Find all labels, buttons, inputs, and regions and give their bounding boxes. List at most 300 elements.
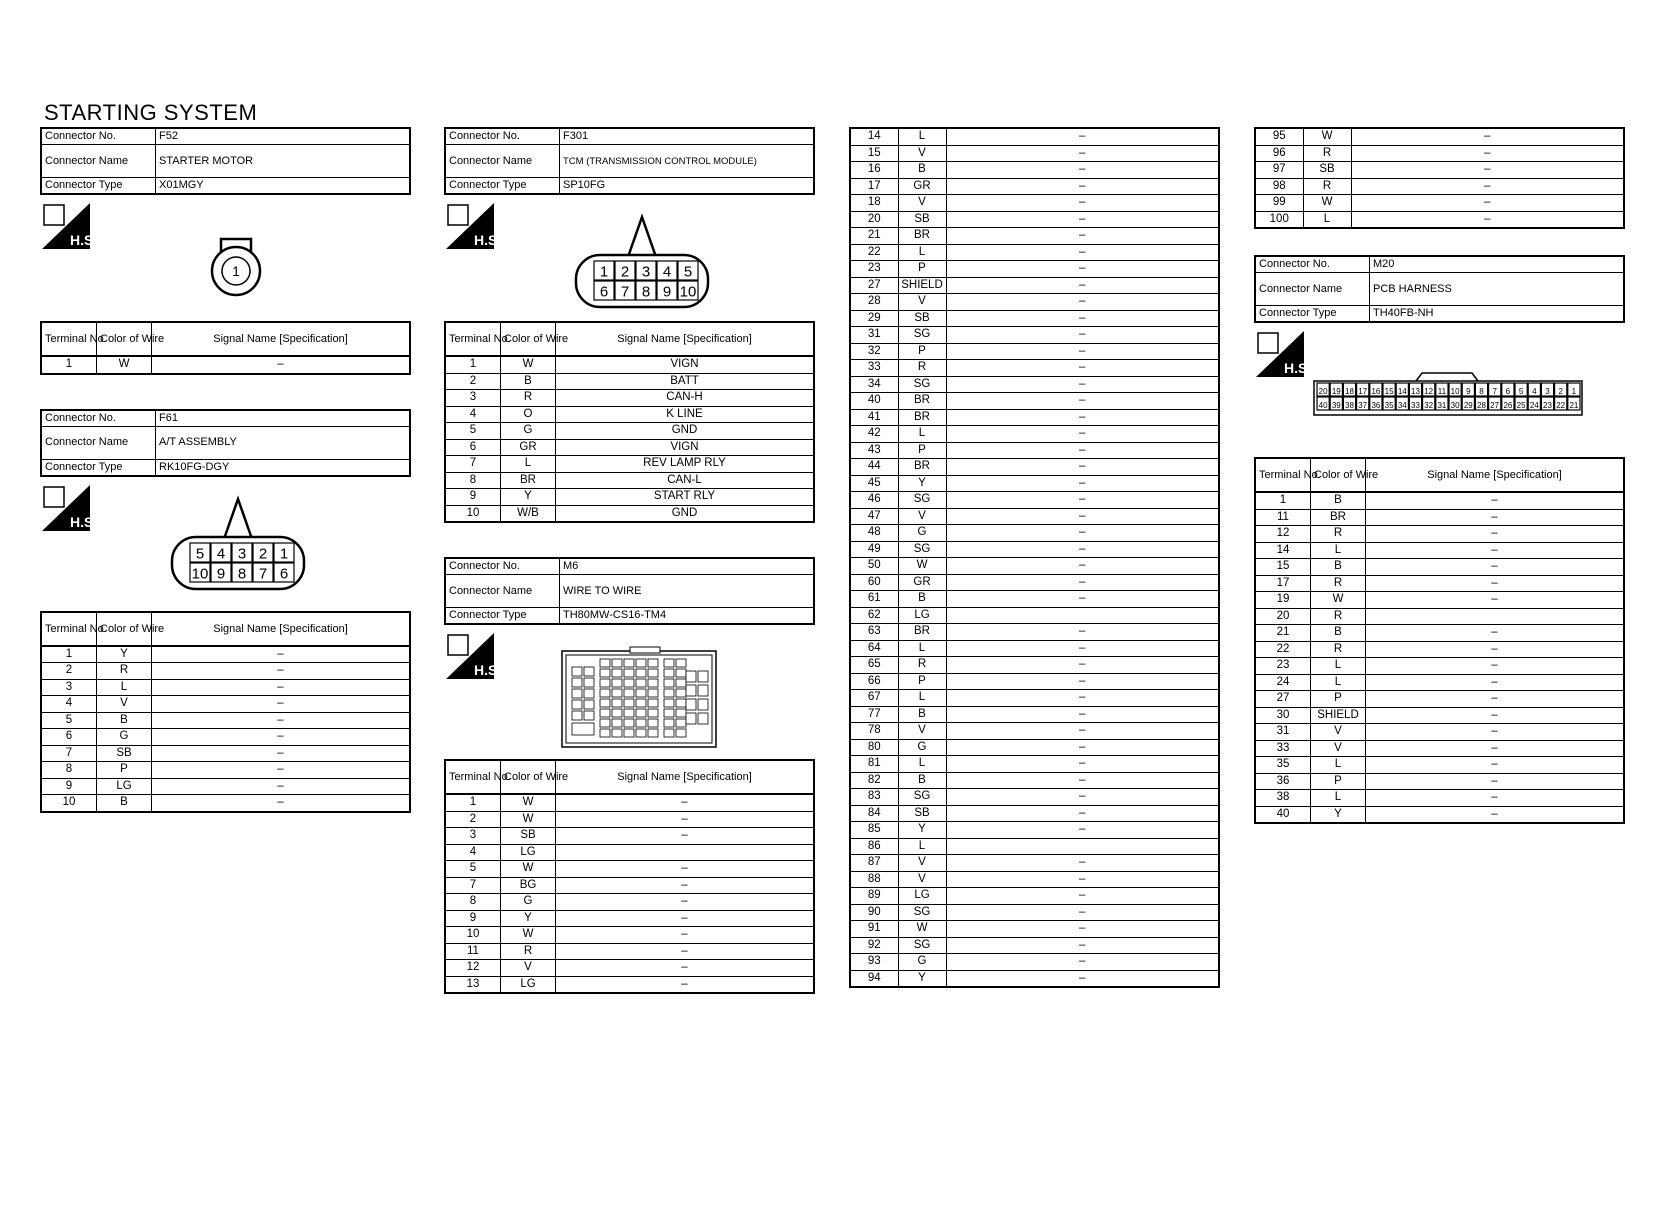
signal-name: – — [152, 679, 411, 696]
wire-color: L — [1311, 674, 1366, 691]
connector-no-value: F52 — [156, 128, 411, 145]
table-row — [41, 696, 410, 713]
label-connector-name: Connector Name — [445, 575, 560, 608]
m6-pin-cell — [612, 699, 622, 707]
connector-diagram-m6 — [444, 631, 815, 759]
pin-label: 16 — [1371, 386, 1381, 396]
table-row — [1255, 575, 1624, 592]
table-row — [850, 838, 1219, 855]
m6-pin-cell — [600, 719, 610, 727]
terminal-no: 20 — [850, 211, 898, 228]
m6-pin-cell — [636, 709, 646, 717]
terminal-no: 3 — [445, 828, 501, 845]
wire-color: SB — [97, 745, 152, 762]
table-row — [1255, 691, 1624, 708]
table-row — [1255, 641, 1624, 658]
terminal-no: 17 — [850, 178, 898, 195]
m6-pin-cell — [600, 699, 610, 707]
pin-label: 5 — [683, 263, 693, 281]
terminal-no: 47 — [850, 508, 898, 525]
m6-pin-cell — [636, 689, 646, 697]
m6-pin-cell — [664, 699, 674, 707]
header-color-of-wire: Color of Wire — [97, 322, 152, 356]
wire-color: W — [501, 794, 556, 811]
signal-name: – — [946, 640, 1219, 657]
m20-connector-shape — [1312, 369, 1584, 421]
wire-color: LG — [898, 607, 946, 624]
label-connector-no: Connector No. — [445, 128, 560, 145]
signal-name: – — [946, 574, 1219, 591]
signal-name: – — [1366, 757, 1625, 774]
terminal-no: 7 — [445, 877, 501, 894]
table-row — [1255, 162, 1624, 179]
table-row — [1255, 195, 1624, 212]
table-row — [1255, 128, 1624, 145]
signal-name: – — [1366, 641, 1625, 658]
m6-pin-cell — [572, 723, 594, 735]
table-row — [850, 360, 1219, 377]
m6-pin-cell — [624, 729, 634, 737]
signal-name: VIGN — [556, 356, 815, 373]
signal-name: – — [152, 778, 411, 795]
signal-name: – — [152, 729, 411, 746]
m6-pin-cell — [584, 678, 594, 687]
table-row — [1255, 592, 1624, 609]
terminal-no: 27 — [1255, 691, 1311, 708]
terminal-no: 91 — [850, 921, 898, 938]
table-row — [850, 492, 1219, 509]
terminal-no: 3 — [445, 390, 501, 407]
pin-label: 33 — [1411, 400, 1420, 410]
header-signal-name: Signal Name [Specification] — [556, 760, 815, 794]
table-row — [850, 195, 1219, 212]
signal-name: – — [556, 943, 815, 960]
header-color-of-wire: Color of Wire — [97, 612, 152, 646]
table-row — [850, 310, 1219, 327]
pin-label: 27 — [1490, 400, 1500, 410]
signal-name: – — [946, 228, 1219, 245]
terminal-no: 48 — [850, 525, 898, 542]
terminal-no: 46 — [850, 492, 898, 509]
m6-pin-cell — [624, 709, 634, 717]
label-connector-type: Connector Type — [445, 608, 560, 625]
signal-name: – — [556, 976, 815, 993]
signal-name: – — [1366, 592, 1625, 609]
terminal-no: 15 — [850, 145, 898, 162]
table-row — [850, 690, 1219, 707]
terminal-no: 4 — [41, 696, 97, 713]
terminal-no: 15 — [1255, 559, 1311, 576]
wire-color: SHIELD — [898, 277, 946, 294]
m6-pin-cell — [572, 700, 582, 709]
terminal-table-m6 — [444, 759, 815, 994]
pin-label: 7 — [258, 565, 268, 583]
m6-pin-cell — [612, 669, 622, 677]
signal-name: – — [946, 739, 1219, 756]
connector-info-f52 — [40, 127, 411, 195]
m6-pin-cell — [676, 699, 686, 707]
harness-side-icon — [444, 201, 502, 251]
connector-name-value: WIRE TO WIRE — [560, 575, 815, 608]
terminal-no: 3 — [41, 679, 97, 696]
signal-name: – — [946, 888, 1219, 905]
m6-pin-cell — [686, 671, 696, 682]
terminal-no: 28 — [850, 294, 898, 311]
m6-pin-cell — [612, 719, 622, 727]
pin-label: 19 — [1331, 386, 1341, 396]
signal-name: – — [1366, 658, 1625, 675]
label-connector-name: Connector Name — [41, 145, 156, 178]
terminal-no: 90 — [850, 904, 898, 921]
table-row — [850, 277, 1219, 294]
pin-label: 6 — [1505, 386, 1511, 396]
wire-color: L — [1311, 658, 1366, 675]
signal-name: – — [946, 409, 1219, 426]
signal-name: – — [946, 277, 1219, 294]
terminal-no: 30 — [1255, 707, 1311, 724]
wire-color: SG — [898, 789, 946, 806]
wire-color: W — [1303, 128, 1351, 145]
signal-name: – — [946, 657, 1219, 674]
terminal-no: 77 — [850, 706, 898, 723]
terminal-no: 8 — [41, 762, 97, 779]
pin-label: 23 — [1543, 400, 1552, 410]
table-row — [41, 762, 410, 779]
signal-name: – — [152, 712, 411, 729]
wire-color: L — [1311, 790, 1366, 807]
signal-name: – — [946, 624, 1219, 641]
m6-pin-cell — [664, 669, 674, 677]
m6-pin-cell — [636, 699, 646, 707]
terminal-no: 42 — [850, 426, 898, 443]
connector-type-value: RK10FG-DGY — [156, 459, 411, 476]
wire-color: W — [501, 811, 556, 828]
wire-color: SB — [898, 310, 946, 327]
wire-color: G — [501, 894, 556, 911]
terminal-no: 86 — [850, 838, 898, 855]
harness-side-icon — [1254, 329, 1312, 379]
terminal-no: 10 — [445, 927, 501, 944]
wire-color: V — [898, 723, 946, 740]
wire-color: P — [97, 762, 152, 779]
m6-pin-cell — [676, 669, 686, 677]
table-row — [850, 475, 1219, 492]
terminal-no: 33 — [850, 360, 898, 377]
pin-label: 8 — [237, 565, 247, 583]
pin-label: 20 — [1318, 386, 1328, 396]
terminal-no: 9 — [445, 489, 501, 506]
terminal-table-m20 — [1254, 457, 1625, 824]
header-signal-name: Signal Name [Specification] — [152, 612, 411, 646]
terminal-no: 20 — [1255, 608, 1311, 625]
pin-label: 5 — [195, 545, 205, 563]
signal-name: – — [556, 894, 815, 911]
wire-color: Y — [1311, 806, 1366, 823]
m6-pin-cell — [698, 671, 708, 682]
signal-name: – — [946, 459, 1219, 476]
pin-label: 34 — [1397, 400, 1407, 410]
signal-name: – — [946, 706, 1219, 723]
terminal-no: 8 — [445, 472, 501, 489]
header-color-of-wire: Color of Wire — [501, 760, 556, 794]
table-row — [445, 877, 814, 894]
terminal-no: 2 — [445, 373, 501, 390]
wire-color: L — [898, 690, 946, 707]
wire-color: P — [1311, 773, 1366, 790]
terminal-no: 93 — [850, 954, 898, 971]
m6-connector-shape — [560, 645, 718, 751]
wire-color: SB — [898, 211, 946, 228]
table-row — [1255, 145, 1624, 162]
wire-color: Y — [501, 489, 556, 506]
wire-color: V — [1311, 740, 1366, 757]
m6-pin-cell — [698, 713, 708, 724]
label-connector-type: Connector Type — [41, 459, 156, 476]
pin-label: 4 — [662, 263, 672, 281]
terminal-no: 99 — [1255, 195, 1303, 212]
signal-name: – — [1366, 806, 1625, 823]
wire-color: LG — [501, 976, 556, 993]
wire-color: R — [1311, 608, 1366, 625]
m6-pin-cell — [624, 699, 634, 707]
wire-color: Y — [898, 475, 946, 492]
m6-pin-cell — [664, 719, 674, 727]
signal-name: – — [946, 690, 1219, 707]
pin-label: 2 — [1558, 386, 1563, 396]
wire-color: LG — [97, 778, 152, 795]
svg-text:H.S.: H.S. — [474, 662, 502, 678]
table-row — [850, 128, 1219, 145]
wire-color: L — [898, 128, 946, 145]
signal-name: START RLY — [556, 489, 815, 506]
table-row — [445, 373, 814, 390]
table-row — [850, 921, 1219, 938]
terminal-no: 21 — [1255, 625, 1311, 642]
terminal-no: 87 — [850, 855, 898, 872]
terminal-no: 12 — [445, 960, 501, 977]
terminal-no: 98 — [1255, 178, 1303, 195]
terminal-no: 19 — [1255, 592, 1311, 609]
signal-name: – — [152, 696, 411, 713]
pin-label: 3 — [1545, 386, 1550, 396]
m6-pin-cell — [648, 719, 658, 727]
signal-name: REV LAMP RLY — [556, 456, 815, 473]
table-row — [1255, 509, 1624, 526]
table-row — [41, 646, 410, 663]
table-row — [445, 406, 814, 423]
connector-diagram-m20 — [1254, 329, 1625, 457]
table-row — [445, 976, 814, 993]
wire-color: W — [97, 356, 152, 374]
terminal-no: 44 — [850, 459, 898, 476]
wire-color: SG — [898, 904, 946, 921]
wire-color: SG — [898, 492, 946, 509]
pin-label: 17 — [1358, 386, 1368, 396]
m6-pin-cell — [600, 689, 610, 697]
m6-pin-cell — [664, 729, 674, 737]
signal-name: – — [1366, 674, 1625, 691]
wire-color: BR — [1311, 509, 1366, 526]
m6-pin-cell — [664, 709, 674, 717]
connector-no-value: M6 — [560, 558, 815, 575]
table-row — [445, 960, 814, 977]
connector-type-value: TH80MW-CS16-TM4 — [560, 608, 815, 625]
table-row — [1255, 542, 1624, 559]
table-row — [445, 927, 814, 944]
m6-pin-cell — [612, 689, 622, 697]
label-connector-no: Connector No. — [445, 558, 560, 575]
wire-color: Y — [898, 970, 946, 987]
terminal-no: 49 — [850, 541, 898, 558]
m6-pin-cell — [636, 659, 646, 667]
m6-pin-cell — [584, 711, 594, 720]
wire-color: Y — [501, 910, 556, 927]
pin-label: 39 — [1331, 400, 1341, 410]
table-row — [850, 426, 1219, 443]
table-row — [850, 574, 1219, 591]
signal-name — [946, 838, 1219, 855]
signal-name: – — [152, 795, 411, 812]
signal-name: – — [152, 745, 411, 762]
signal-name: – — [1366, 542, 1625, 559]
wire-color: L — [97, 679, 152, 696]
table-row — [850, 904, 1219, 921]
wire-color: Y — [97, 646, 152, 663]
terminal-table-f301 — [444, 321, 815, 523]
pin-label: 36 — [1371, 400, 1381, 410]
terminal-no: 7 — [41, 745, 97, 762]
wire-color: B — [97, 795, 152, 812]
wire-color: Y — [898, 822, 946, 839]
terminal-no: 2 — [41, 663, 97, 680]
m6-pin-cell — [624, 669, 634, 677]
terminal-no: 81 — [850, 756, 898, 773]
signal-name: – — [946, 426, 1219, 443]
signal-name: – — [152, 646, 411, 663]
signal-name: – — [556, 910, 815, 927]
table-row — [445, 505, 814, 522]
table-row — [1255, 559, 1624, 576]
signal-name: – — [946, 327, 1219, 344]
terminal-no: 29 — [850, 310, 898, 327]
signal-name: – — [946, 128, 1219, 145]
column-3 — [849, 127, 1220, 988]
table-row — [850, 739, 1219, 756]
terminal-no: 97 — [1255, 162, 1303, 179]
pin-label: 3 — [237, 545, 247, 563]
pin-label: 8 — [1479, 386, 1484, 396]
wire-color: W — [898, 558, 946, 575]
signal-name: – — [946, 294, 1219, 311]
table-row — [445, 356, 814, 373]
table-row — [850, 855, 1219, 872]
signal-name: – — [1366, 773, 1625, 790]
svg-text:H.S.: H.S. — [1284, 360, 1312, 376]
signal-name: – — [946, 343, 1219, 360]
signal-name: – — [946, 541, 1219, 558]
table-row — [41, 729, 410, 746]
signal-name: – — [152, 663, 411, 680]
m6-pin-cell — [572, 667, 582, 676]
connector-diagram-f61 — [40, 483, 411, 611]
terminal-no: 67 — [850, 690, 898, 707]
pin-label: 38 — [1345, 400, 1354, 410]
wire-color: B — [501, 373, 556, 390]
terminal-no: 35 — [1255, 757, 1311, 774]
m6-pin-cell — [636, 719, 646, 727]
terminal-no: 22 — [1255, 641, 1311, 658]
m6-pin-cell — [676, 709, 686, 717]
header-terminal-no: Terminal No. — [445, 760, 501, 794]
table-row — [850, 261, 1219, 278]
wire-color: B — [898, 706, 946, 723]
wire-color: BR — [898, 228, 946, 245]
connector-no-value: F301 — [560, 128, 815, 145]
m6-pin-cell — [600, 709, 610, 717]
table-row — [850, 937, 1219, 954]
pin-label: 25 — [1516, 400, 1526, 410]
table-row — [850, 327, 1219, 344]
signal-name: – — [556, 927, 815, 944]
table-row — [1255, 674, 1624, 691]
table-row — [850, 244, 1219, 261]
terminal-no: 43 — [850, 442, 898, 459]
pin-label: 11 — [1437, 386, 1447, 396]
signal-name: – — [556, 828, 815, 845]
wire-color: GR — [898, 574, 946, 591]
signal-name: – — [946, 789, 1219, 806]
connector-info-m20 — [1254, 255, 1625, 323]
signal-name: – — [1366, 691, 1625, 708]
wire-color: L — [898, 838, 946, 855]
header-color-of-wire: Color of Wire — [501, 322, 556, 356]
signal-name: – — [946, 393, 1219, 410]
f301-connector-shape — [572, 215, 712, 311]
terminal-no: 88 — [850, 871, 898, 888]
terminal-no: 66 — [850, 673, 898, 690]
m6-pin-cell — [648, 679, 658, 687]
signal-name: – — [152, 762, 411, 779]
table-row — [850, 376, 1219, 393]
terminal-no: 14 — [1255, 542, 1311, 559]
header-signal-name: Signal Name [Specification] — [152, 322, 411, 356]
signal-name: – — [946, 970, 1219, 987]
wire-color: G — [898, 739, 946, 756]
signal-name: – — [1366, 724, 1625, 741]
table-row — [850, 541, 1219, 558]
terminal-no: 31 — [1255, 724, 1311, 741]
terminal-no: 85 — [850, 822, 898, 839]
terminal-no: 1 — [41, 356, 97, 374]
wire-color: L — [898, 640, 946, 657]
terminal-no: 14 — [850, 128, 898, 145]
wire-color: SG — [898, 327, 946, 344]
label-connector-no: Connector No. — [41, 128, 156, 145]
signal-name: – — [946, 195, 1219, 212]
wire-color: L — [898, 426, 946, 443]
signal-name: – — [1351, 145, 1624, 162]
terminal-no: 45 — [850, 475, 898, 492]
wire-color: L — [501, 456, 556, 473]
column-4 — [1254, 127, 1625, 824]
connector-type-value: TH40FB-NH — [1370, 306, 1625, 323]
table-row — [445, 844, 814, 861]
terminal-no: 16 — [850, 162, 898, 179]
terminal-no: 84 — [850, 805, 898, 822]
signal-name: – — [946, 244, 1219, 261]
wire-color: R — [898, 360, 946, 377]
table-row — [850, 640, 1219, 657]
